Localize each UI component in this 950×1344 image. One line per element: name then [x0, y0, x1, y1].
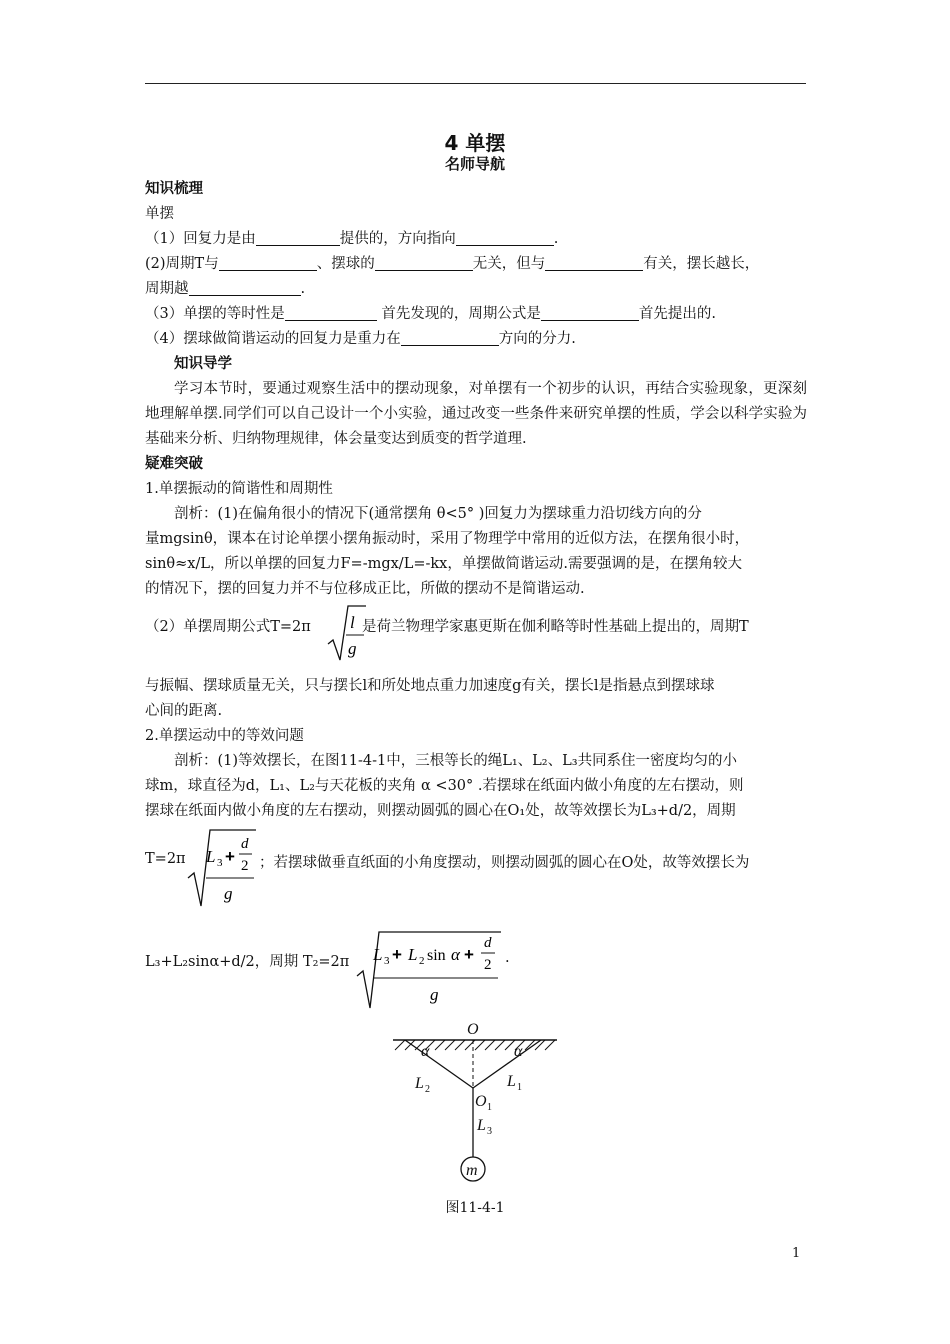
label-m: m: [466, 1162, 478, 1179]
section-heading: 知识导学: [174, 356, 232, 372]
blank-field: [541, 304, 639, 321]
svg-text:α: α: [451, 945, 460, 964]
para-line: 的情况下，摆的回复力并不与位移成正比，所做的摆动不是简谐运动.: [145, 581, 585, 597]
svg-text:d: d: [241, 836, 249, 852]
blank-field: [375, 254, 473, 271]
item-3: （3）单摆的等时性是 首先发现的，周期公式是 首先提出的.: [145, 306, 716, 322]
page-title: 4 单摆: [444, 131, 506, 155]
label-L1: L: [507, 1073, 516, 1090]
svg-text:d: d: [484, 935, 492, 951]
blank-field: [545, 254, 643, 271]
item-1: （1）回复力是由 提供的，方向指向 .: [145, 231, 559, 247]
svg-text:3: 3: [384, 955, 390, 967]
subheading-2: 2.单摆运动中的等效问题: [145, 728, 304, 744]
svg-text:+: +: [392, 945, 402, 964]
label-alpha-left: α: [421, 1043, 430, 1060]
radical-sign: [328, 606, 366, 660]
formula-l: l: [350, 613, 355, 632]
blank-field: [256, 229, 340, 246]
svg-text:2: 2: [425, 1084, 430, 1095]
svg-text:L: L: [206, 847, 216, 866]
svg-text:2: 2: [419, 955, 425, 967]
svg-text:sin: sin: [427, 947, 446, 964]
svg-text:g: g: [430, 985, 439, 1004]
svg-text:L: L: [373, 945, 383, 964]
svg-text:2: 2: [241, 858, 249, 874]
svg-text:3: 3: [487, 1126, 492, 1137]
para-line: 量mgsinθ，课本在讨论单摆小摆角振动时，采用了物理学中常用的近似方法，在摆角很小时，: [145, 531, 750, 547]
label-O1: O: [475, 1093, 487, 1110]
para2-end: 是荷兰物理学家惠更斯在伽利略等时性基础上提出的，周期T: [362, 619, 749, 635]
section-knowledge: [145, 177, 807, 352]
blank-field: [189, 279, 301, 296]
para4-start: T=2π: [145, 851, 186, 867]
section-heading: 疑难突破: [145, 456, 203, 472]
formula-g: g: [348, 639, 357, 658]
item-2-cont: 周期越 .: [145, 281, 306, 297]
para-line: sinθ≈x/L，所以单摆的回复力F=-mgx/L=-kx，单摆做简谐运动.需要强调的是，在摆角较大: [145, 556, 742, 572]
pendulum-figure: [385, 1018, 565, 1188]
para-line: 剖析：(1)在偏角很小的情况下(通常摆角 θ<5° )回复力为摆球重力沿切线方向的分: [174, 506, 702, 522]
section-difficulty: [145, 452, 807, 602]
para-line: 心间的距离.: [145, 703, 223, 719]
radical-sign: [357, 932, 501, 1008]
label-L2: L: [415, 1075, 424, 1092]
svg-text:g: g: [224, 884, 233, 903]
para-line: 摆球在纸面内做小角度的左右摆动，则摆动圆弧的圆心在O₁处，故等效摆长为L₃+d/2，周期: [145, 803, 736, 819]
guide-paragraph: 学习本节时，要通过观察生活中的摆动现象，对单摆有一个初步的认识，再结合实验现象，更深刻地理解单摆.同学们可以自己设计一个小实验，通过改变一些条件来研究单摆的性质，学会以科学实验为基础来分析、归纳物理规律，体会量变达到质变的哲学道理.: [145, 381, 807, 447]
para4-end: ；若摆球做垂直纸面的小角度摆动，则摆动圆弧的圆心在O处，故等效摆长为: [259, 855, 750, 871]
para-line: 剖析：(1)等效摆长，在图11-4-1中，三根等长的绳L₁、L₂、L₃共同系住一密度均匀的小: [174, 753, 738, 769]
svg-text:L: L: [408, 945, 418, 964]
sqrt-equivalent-length-2: [355, 928, 503, 1010]
blank-field: [401, 329, 499, 346]
svg-text:2: 2: [484, 957, 492, 973]
page-number: 1: [792, 1246, 801, 1261]
svg-text:3: 3: [217, 857, 223, 869]
header-rule: [145, 83, 806, 84]
para2-start: （2）单摆周期公式T=2π: [145, 619, 311, 635]
label-L3: L: [477, 1117, 486, 1134]
section-guide: [145, 352, 807, 452]
blank-field: [456, 229, 554, 246]
item-2: (2)周期T与 、摆球的 无关，但与 有关，摆长越长，: [145, 256, 760, 272]
subheading-1: 1.单摆振动的简谐性和周期性: [145, 481, 333, 497]
para5-start: L₃+L₂sinα+d/2，周期 T₂=2π: [145, 954, 350, 970]
para-line: 与振幅、摆球质量无关，只与摆长l和所处地点重力加速度g有关，摆长l是指悬点到摆球球: [145, 678, 715, 694]
blank-field: [285, 304, 377, 321]
sqrt-equivalent-length-1: [186, 826, 258, 908]
section-heading: 知识梳理: [145, 181, 203, 197]
svg-text:+: +: [464, 945, 474, 964]
item-4: （4）摆球做简谐运动的回复力是重力在 方向的分力.: [145, 331, 576, 347]
figure-caption: 图11-4-1: [445, 1200, 505, 1216]
topic-line: 单摆: [145, 206, 174, 222]
label-O: O: [467, 1021, 479, 1038]
svg-text:1: 1: [517, 1082, 522, 1093]
blank-field: [219, 254, 317, 271]
page-subtitle: 名师导航: [444, 155, 505, 173]
para5-end: .: [505, 950, 510, 966]
sqrt-l-over-g: [326, 604, 366, 662]
label-alpha-right: α: [514, 1043, 523, 1060]
svg-text:1: 1: [487, 1102, 492, 1113]
para-line: 球m，球直径为d，L₁、L₂与天花板的夹角 α <30° .若摆球在纸面内做小角度的左右摆动，则: [145, 778, 744, 794]
para2-cont: [145, 674, 807, 824]
svg-text:+: +: [225, 847, 235, 866]
ceiling-hatching: [395, 1040, 555, 1050]
